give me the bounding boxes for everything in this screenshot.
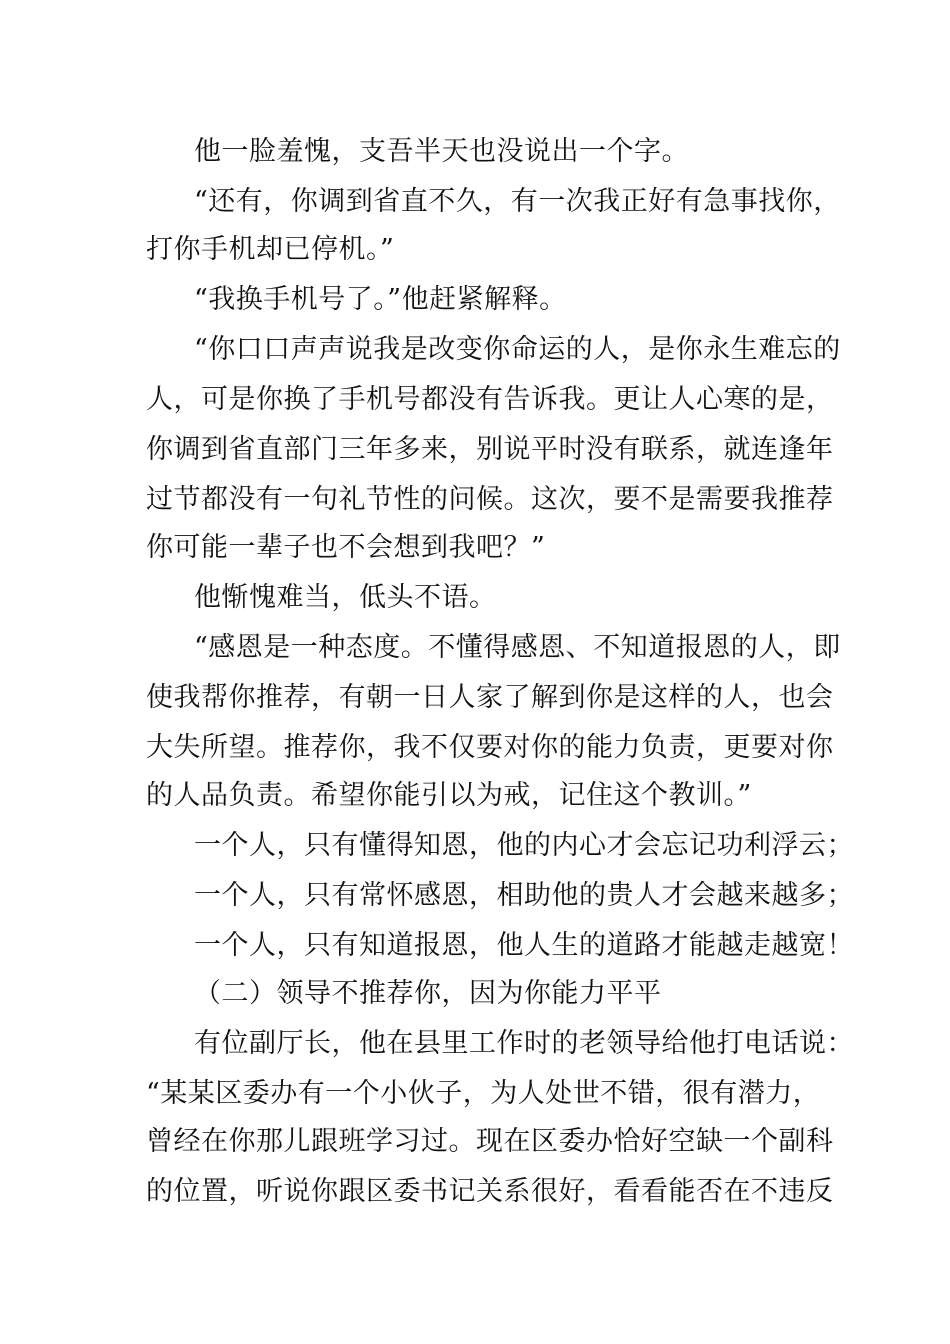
- text-line: “你口口声声说我是改变你命运的人，是你永生难忘的: [194, 334, 841, 365]
- text-line: 人，可是你换了手机号都没有告诉我。更让人心寒的是，: [146, 384, 834, 415]
- text-line: 有位副厅长，他在县里工作时的老领导给他打电话说：: [194, 1028, 854, 1059]
- text-line: “我换手机号了。”他赶紧解释。: [194, 284, 567, 315]
- text-line: 你可能一辈子也不会想到我吧？”: [146, 532, 546, 563]
- text-line: 他一脸羞愧，支吾半天也没说出一个字。: [194, 136, 689, 167]
- text-line: 一个人，只有知道报恩，他人生的道路才能越走越宽！: [194, 930, 854, 961]
- text-line: 一个人，只有常怀感恩，相助他的贵人才会越来越多；: [194, 880, 854, 911]
- text-line: 他惭愧难当，低头不语。: [194, 582, 497, 613]
- text-line: 过节都没有一句礼节性的问候。这次，要不是需要我推荐: [146, 484, 834, 515]
- text-line: 的位置，听说你跟区委书记关系很好，看看能否在不违反: [146, 1176, 834, 1207]
- text-line: 曾经在你那儿跟班学习过。现在区委办恰好空缺一个副科: [146, 1126, 834, 1157]
- text-line: “还有，你调到省直不久，有一次我正好有急事找你，: [194, 186, 841, 217]
- text-line: 大失所望。推荐你，我不仅要对你的能力负责，更要对你: [146, 732, 834, 763]
- text-line: 打你手机却已停机。”: [146, 234, 395, 265]
- text-line: 你调到省直部门三年多来，别说平时没有联系，就连逢年: [146, 434, 834, 465]
- text-line: “某某区委办有一个小伙子，为人处世不错，很有潜力，: [146, 1078, 821, 1109]
- text-line: 使我帮你推荐，有朝一日人家了解到你是这样的人，也会: [146, 682, 834, 713]
- section-heading: （二）领导不推荐你，因为你能力平平: [194, 978, 662, 1009]
- text-line: “感恩是一种态度。不懂得感恩、不知道报恩的人，即: [194, 632, 841, 663]
- text-line: 一个人，只有懂得知恩，他的内心才会忘记功利浮云；: [194, 830, 854, 861]
- text-line: 的人品负责。希望你能引以为戒，记住这个教训。”: [146, 780, 752, 811]
